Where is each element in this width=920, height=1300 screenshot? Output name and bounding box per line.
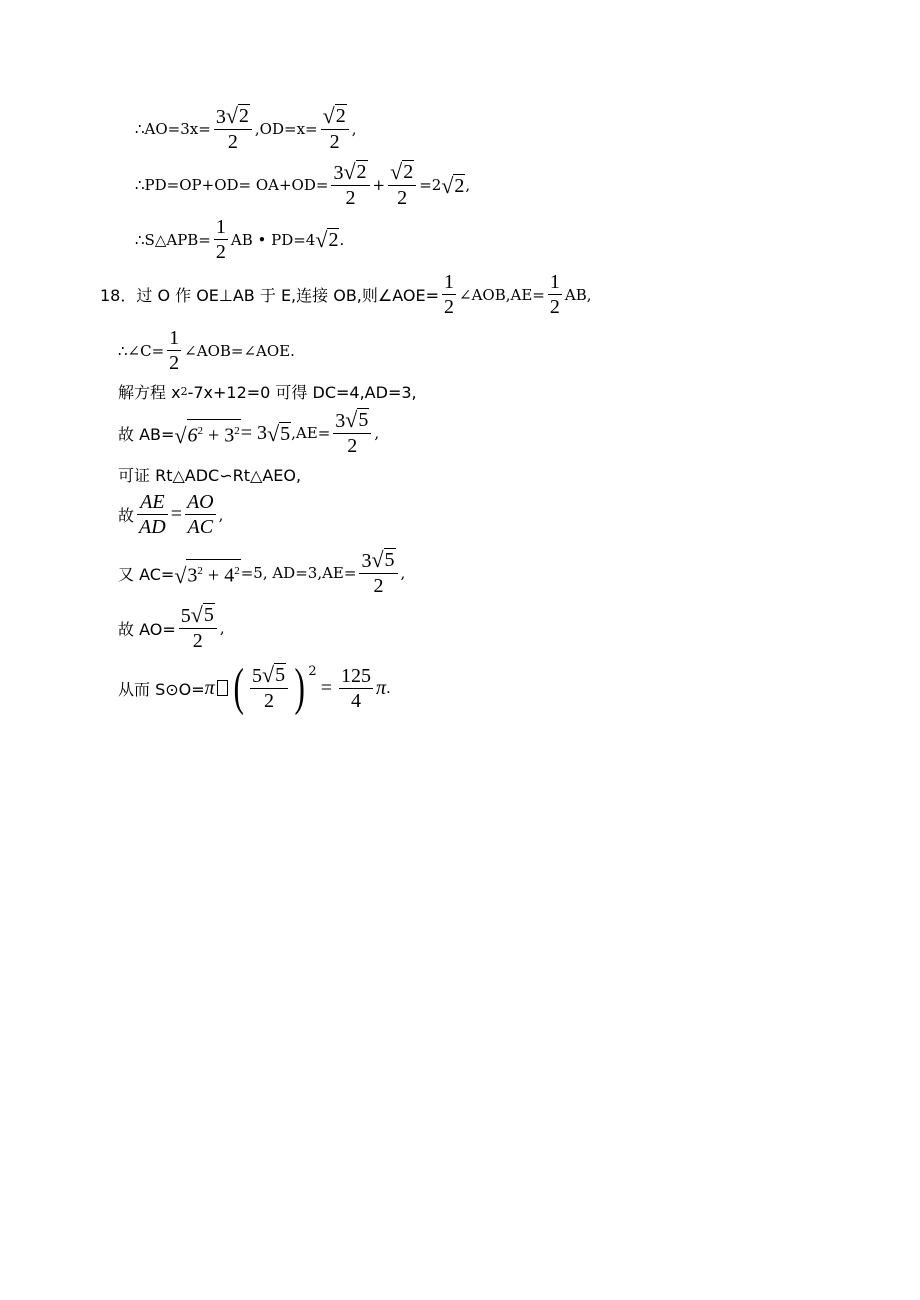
fraction: √ 2 2 — [321, 104, 349, 154]
sqrt: √ 5 — [267, 420, 291, 446]
fraction: 3 √ 5 2 — [333, 408, 371, 458]
sqrt: √ 2 — [441, 172, 465, 198]
fraction: 5 √ 5 2 — [250, 663, 288, 713]
line-similar-triangles: 可证 Rt△ADC∽Rt△AEO, — [118, 466, 302, 485]
sqrt: √ $3^2 + 4^2$ — [174, 559, 240, 587]
fraction: $\frac{125}{4}$ — [340, 664, 371, 712]
fraction: 3 √ 5 2 — [359, 548, 397, 598]
fraction: $\frac{AO}{AC}$ — [186, 491, 214, 538]
line-solve-equation: 解方程 x 2 -7x+12=0 可得 DC=4,AD=3, — [118, 383, 417, 402]
fraction: $\frac{AE}{AD}$ — [139, 491, 166, 538]
sqrt: √ 5 — [345, 407, 369, 432]
line-ao: 故 AO= 5 √ 5 2 , — [118, 602, 225, 652]
sqrt: √ 5 — [190, 602, 214, 627]
fraction: $\frac{1}{2}$ — [444, 271, 455, 318]
line-circle-area: 从而 S⊙O= π ( 5 √ 5 2 ) 2 = $\frac{125}{4}$ π . — [118, 659, 391, 716]
fraction: $\frac{1}{2}$ — [169, 327, 180, 374]
line-ac: 又 AC= √ $3^2 + 4^2$ =5, AD=3,AE= 3 √ 5 2 , — [118, 547, 406, 597]
line-ab: 故 AB= √ $6^2 + 3^2$ = 3 √ 5 ,AE= 3 √ 5 2 , — [118, 407, 380, 457]
text: ∴AO=3x= — [135, 120, 211, 138]
fraction: 3 √ 2 2 — [331, 160, 369, 210]
placeholder-box — [217, 680, 228, 696]
sqrt: √ 2 — [225, 103, 249, 128]
fraction: 5 √ 5 2 — [179, 603, 217, 653]
sqrt: √ $6^2 + 3^2$ — [174, 419, 240, 447]
line-area-apb: ∴S△APB= $\frac{1}{2}$ AB • PD=4 √ 2 . — [135, 216, 345, 263]
fraction: $\frac{1}{2}$ — [549, 271, 560, 318]
line-angle-c: ∴∠C= $\frac{1}{2}$ ∠AOB=∠AOE. — [118, 327, 295, 374]
fraction: √ 2 2 — [388, 160, 416, 210]
fraction: 3 √ 2 2 — [214, 104, 252, 154]
fraction: $\frac{1}{2}$ — [215, 216, 226, 263]
line-problem-18: 18．过 O 作 OE⊥AB 于 E,连接 OB,则∠AOE= $\frac{1}{2}$ ∠AOB,AE= $\frac{1}{2}$ AB, — [100, 271, 592, 318]
line-pd: ∴PD=OP+OD= OA+OD= 3 √ 2 2 + √ 2 2 =2 √ 2 , — [135, 159, 471, 209]
line-ao-od: ∴AO=3x= 3 √ 2 2 ,OD=x= √ 2 2 , — [135, 103, 357, 153]
sqrt: √ 2 — [315, 227, 339, 252]
sqrt: √ 2 — [343, 159, 367, 184]
sqrt: √ 5 — [371, 547, 395, 572]
text: ,OD=x= — [254, 120, 318, 138]
sqrt: √ 5 — [262, 662, 286, 687]
sqrt: √ 2 — [390, 159, 414, 184]
line-ratio: 故 $\frac{AE}{AD}$ = $\frac{AO}{AC}$ , — [118, 491, 224, 538]
sqrt: √ 2 — [322, 103, 346, 128]
